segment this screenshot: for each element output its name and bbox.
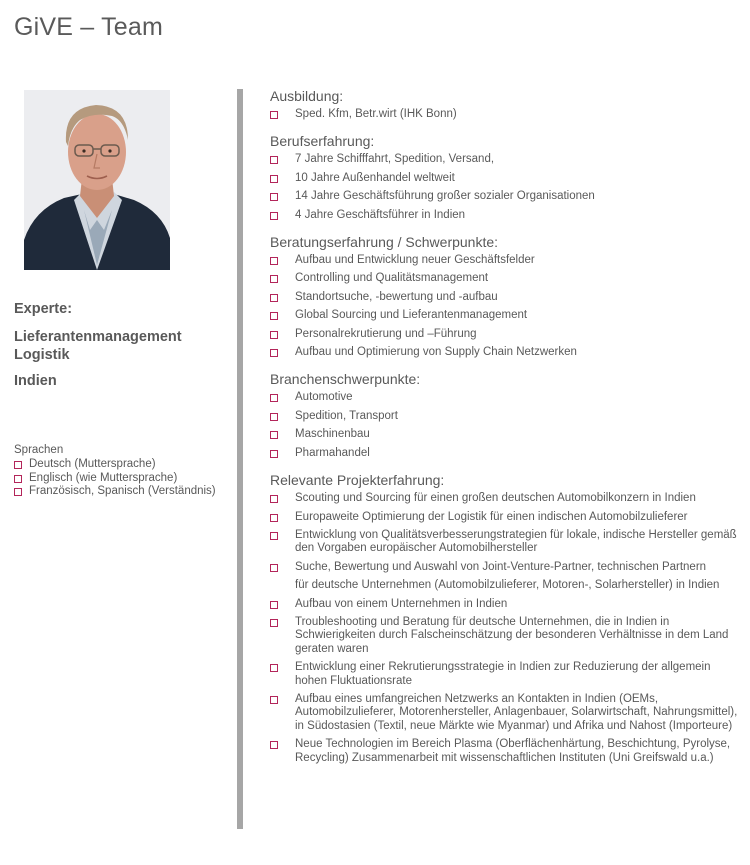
list-item: 7 Jahre Schifffahrt, Spedition, Versand, [270,153,740,166]
bullet-box-icon [270,331,278,339]
region: Indien [14,373,57,389]
bullet-box-icon [270,175,278,183]
bullet-box-icon [270,394,278,402]
list-item: Standortsuche, -bewertung und -aufbau [270,291,740,304]
list-item: Controlling und Qualitätsmanagement [270,272,740,285]
list-item: Automotive [270,391,740,404]
section-consulting [270,234,740,359]
bullet-box-icon [270,349,278,357]
list-item: Aufbau und Optimierung von Supply Chain Netzwerken [270,346,740,359]
languages-block [14,444,224,499]
bullet-box-icon [270,450,278,458]
expert-block [14,300,214,390]
list-item: 4 Jahre Geschäftsführer in Indien [270,209,740,222]
section-education [270,88,740,121]
bullet-box-icon [270,431,278,439]
bullet-box-icon [270,619,278,627]
section-industries [270,371,740,460]
bullet-box-icon [270,212,278,220]
list-item: Aufbau von einem Unternehmen in Indien [270,598,740,611]
bullet-box-icon [270,741,278,749]
specialty-line-2: Logistik [14,347,70,363]
bullet-box-icon [270,514,278,522]
section-title: Berufserfahrung: [270,133,375,150]
list-item: Spedition, Transport [270,410,740,423]
bullet-box-icon [270,532,278,540]
list-item: Aufbau und Entwicklung neuer Geschäftsfelder [270,254,740,267]
bullet-box-icon [270,696,278,704]
list-item: Troubleshooting und Beratung für deutsche Unternehmen, die in Indien in Schwierigkeiten durch Falscheinschätzung der besonderen Verhältnisse in dem Land geraten waren [270,616,740,656]
bullet-box-icon [270,193,278,201]
specialty-line-1: Lieferantenmanagement [14,329,182,345]
bullet-box-icon [270,413,278,421]
bullet-box-icon [14,461,22,469]
bullet-box-icon [270,294,278,302]
cv-details [270,88,740,777]
section-experience [270,133,740,222]
bullet-box-icon [270,601,278,609]
profile-photo [24,90,170,270]
list-item: Personalrekrutierung und –Führung [270,328,740,341]
bullet-box-icon [14,475,22,483]
languages-heading: Sprachen [14,444,64,456]
section-title: Branchenschwerpunkte: [270,371,421,388]
list-item: Europaweite Optimierung der Logistik für einen indischen Automobilzulieferer [270,511,740,524]
list-item: für deutsche Unternehmen (Automobilzulieferer, Motoren-, Solarhersteller) in Indien [270,579,740,592]
list-item: Aufbau eines umfangreichen Netzwerks an Kontakten in Indien (OEMs, Automobilzulieferer, Motorenhersteller, Anlagenbauer, Solarwirtschaft, Nahrungsmittel), in Südostasien (Textil, neue Märkte wie Myanmar) und Afrika und Nahost (Importeure) [270,693,740,733]
bullet-spacer [270,582,278,590]
list-item: Scouting und Sourcing für einen großen deutschen Automobilkonzern in Indien [270,492,740,505]
bullet-box-icon [270,564,278,572]
list-item: Sped. Kfm, Betr.wirt (IHK Bonn) [270,108,740,121]
vertical-divider [237,89,243,829]
list-item: Neue Technologien im Bereich Plasma (Oberflächenhärtung, Beschichtung, Pyrolyse, Recycling) Zusammenarbeit mit wissenschaftlichen Instituten (Uni Greifswald u.a.) [270,738,740,765]
expert-label: Experte: [14,301,73,317]
bullet-box-icon [270,111,278,119]
language-item: Französisch, Spanisch (Verständnis) [14,485,224,498]
list-item: Global Sourcing und Lieferantenmanagement [270,309,740,322]
section-title: Ausbildung: [270,88,344,104]
bullet-box-icon [270,664,278,672]
bullet-box-icon [14,488,22,496]
bullet-box-icon [270,495,278,503]
list-item: 14 Jahre Geschäftsführung großer sozialer Organisationen [270,190,740,203]
list-item: Entwicklung von Qualitätsverbesserungstrategien für lokale, indische Hersteller gemäß den Vorgaben europäischer Automobilhersteller [270,529,740,556]
bullet-box-icon [270,275,278,283]
section-title: Relevante Projekterfahrung: [270,472,445,489]
section-title: Beratungserfahrung / Schwerpunkte: [270,234,499,251]
list-item: Pharmahandel [270,447,740,460]
list-item: Maschinenbau [270,428,740,441]
list-item: Suche, Bewertung und Auswahl von Joint-Venture-Partner, technischen Partnern [270,561,740,574]
section-projects [270,472,740,765]
bullet-box-icon [270,312,278,320]
bullet-box-icon [270,257,278,265]
list-item: Entwicklung einer Rekrutierungsstrategie in Indien zur Reduzierung der allgemein hohen Fluktuationsrate [270,661,740,688]
page-title: GiVE – Team [14,13,164,41]
language-item: Englisch (wie Muttersprache) [14,472,224,485]
bullet-box-icon [270,156,278,164]
list-item: 10 Jahre Außenhandel weltweit [270,172,740,185]
language-item: Deutsch (Muttersprache) [14,458,224,471]
